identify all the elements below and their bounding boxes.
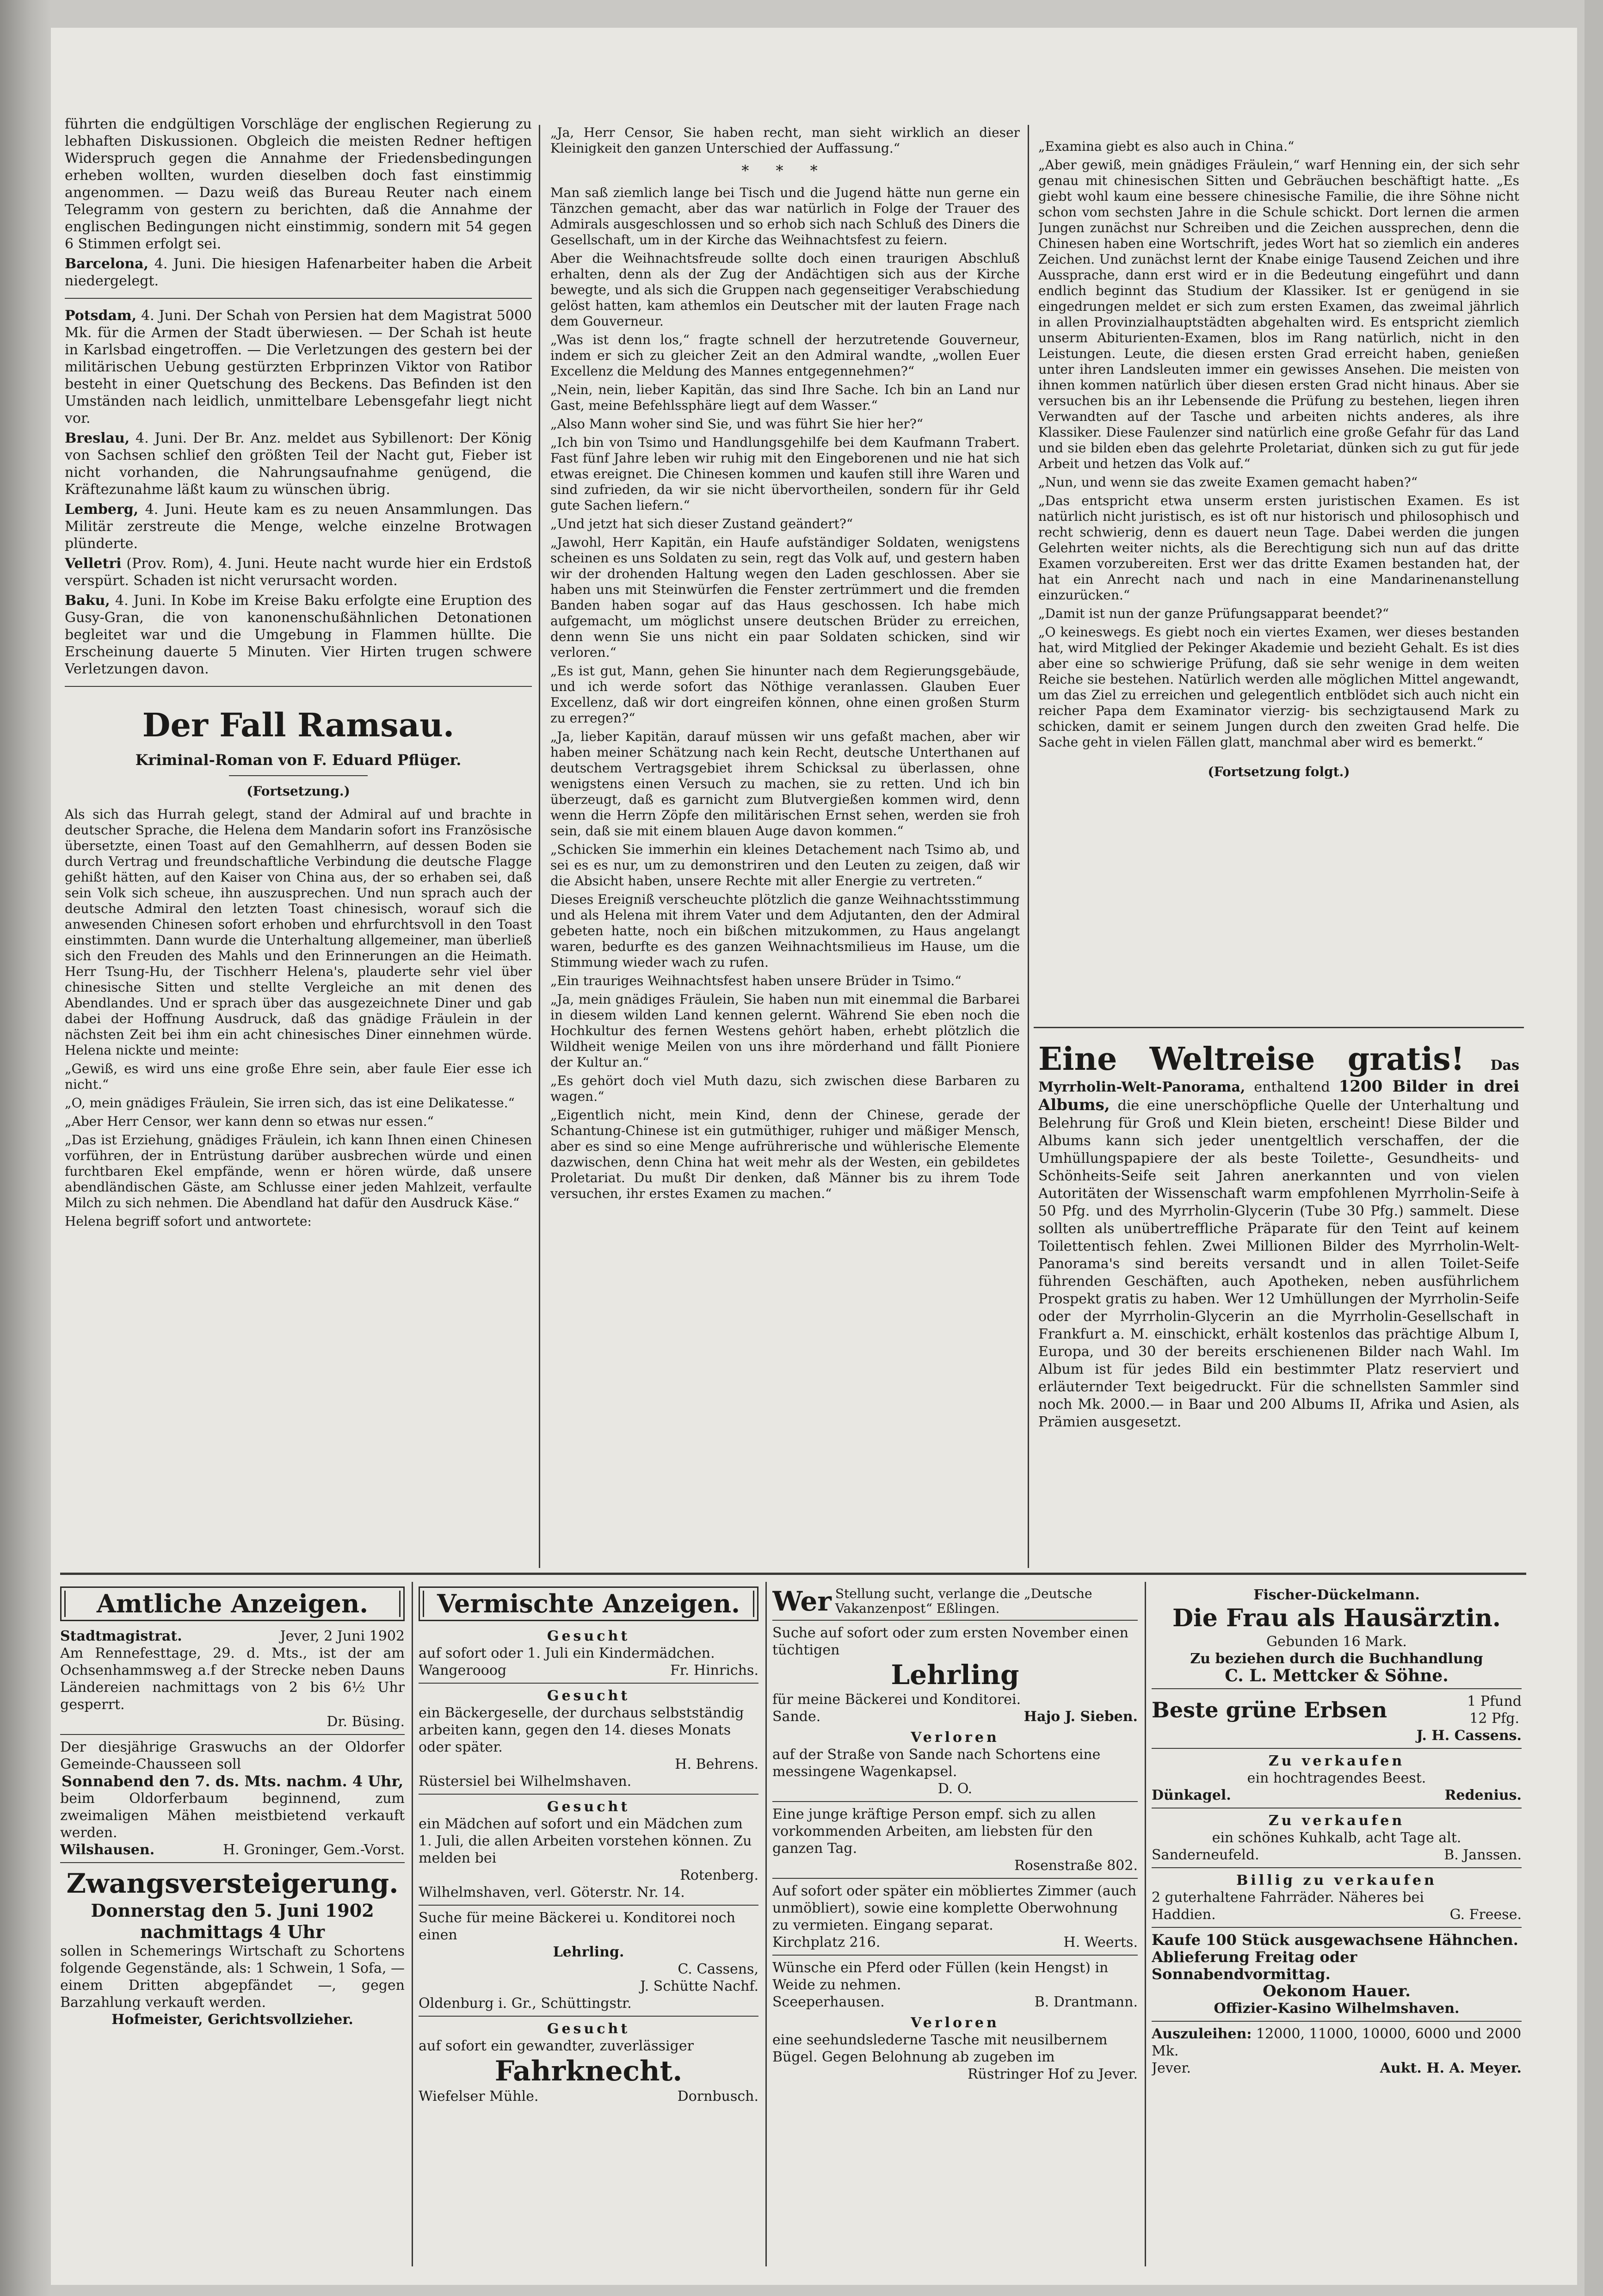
novel-paragraph: „Damit ist nun der ganze Prüfungsapparat beendet?“	[1038, 606, 1389, 621]
novel-paragraph: „Ein trauriges Weihnachtsfest haben unsere Brüder in Tsimo.“	[550, 973, 962, 988]
official-ads: Amtliche Anzeigen. Stadtmagistrat. Jever, 2 Juni 1902 Am Rennefesttage, 29. d. Mts., ist der am Ochsenhammsweg a.f der Strecke neben Dauns Ländereien nachmittags von 2 bis 6½ Uhr gesperrt. Dr. Büsing. Der diesjährige Graswuchs an der Oldorfer Gemeinde-Chausseen soll Sonnabend den 7. ds. Mts. nachm. 4 Uhr, beim Oldorferbaum beginnend, zum zweimaligen Mähen meistbietend verkauft werden. Wilshausen. H. Groninger, Gem.-Vorst. Zwangsversteigerung. Donnerstag den 5. Juni 1902 nachmittags 4 Uhr sollen in Schemerings Wirtschaft zu Schortens folgende Gegenstände, als: 1 Schwein, 1 Sofa, — einem Dritten abgepfändet —, gegen Barzahlung verkauft werden. Hofmeister, Gerichtsvollzieher.	[60, 1586, 405, 2271]
novel-paragraph: „Nein, nein, lieber Kapitän, das sind Ihre Sache. Ich bin an Land nur Gast, meine Befehlssphäre liegt auf dem Wasser.“	[550, 382, 1020, 413]
column-2	[550, 125, 1020, 1568]
novel-paragraph: Dieses Ereigniß verscheuchte plötzlich die ganze Weihnachtsstimmung und als Helena mit ihrem Vater und dem Adjutanten, den der Admiral gebeten hatte, noch ein bißchen mitzukommen, zu Haus angelangt waren, bedurfte es des ganzen Weihnachtsmilieus im Hause, um die Stimmung wieder wach zu rufen.	[550, 892, 1020, 970]
ads-rule-2	[765, 1582, 767, 2266]
ad-divider	[1034, 1027, 1524, 1028]
novel-paragraph: „Schicken Sie immerhin ein kleines Detachement nach Tsimo ab, und sei es es nur, um zu demonstriren und den Leuten zu zeigen, daß wir die Absicht haben, unsere Rechte mit aller Energie zu vertreten.“	[550, 842, 1020, 889]
novel-paragraph: „Und jetzt hat sich dieser Zustand geändert?“	[550, 516, 853, 531]
novel-paragraph: „Also Mann woher sind Sie, und was führt Sie hier her?“	[550, 416, 924, 432]
misc-ads-title: Vermischte Anzeigen.	[419, 1586, 758, 1621]
novel-paragraph: „O, mein gnädiges Fräulein, Sie irren sich, das ist eine Delikatesse.“	[65, 1095, 515, 1111]
ad-count: 1200 Bilder in drei Albums,	[1038, 1077, 1519, 1114]
novel-paragraph: Als sich das Hurrah gelegt, stand der Admiral auf und brachte in deutscher Sprache, die Helena dem Mandarin sofort ins Französische übersetzte, einen Toast auf den Gemahlherrn, auf dessen Boden sie durch Vertrag und freundschaftliche Verbindung die deutsche Flagge gehißt hätten, auf den Kaiser von China aus, der so erhaben sei, daß sein Volk sich scheue, ihn auszusprechen. Und nun sprach auch der deutsche Admiral den letzten Toast chinesisch, worauf sich die anwesenden Chinesen sofort erhoben und ehrfurchtsvoll in den Toast einstimmten. Dann wurde die Unterhaltung allgemeiner, man überließ sich den Freuden des Mahls und den Erinnerungen an die Heimath. Herr Tsung-Hu, der Tischherr Helena's, plauderte sehr viel über chinesische Sitten und stellte Vergleiche an mit denen des Abendlandes. Und er sprach über das ausgezeichnete Diner und gab dabei der Hoffnung Ausdruck, daß das gnädige Fräulein in der nächsten Zeit bei ihm ein acht chinesisches Diner einnehmen würde. Helena nickte und meinte:	[65, 807, 532, 1058]
continued-note: (Fortsetzung folgt.)	[1208, 764, 1350, 779]
novel-paragraph: „Ja, lieber Kapitän, darauf müssen wir uns gefaßt machen, aber wir haben meiner Schätzung nach kein Recht, deutsche Unterthanen auf deutschem Vertragsgebiet ihrem Schicksal zu überlassen, ohne wenigstens einen Versuch zu machen, sie zu retten. Und ich bin überzeugt, daß es garnicht zum Blutvergießen kommen wird, denn wenn die Herrn Zöpfe den militärischen Ernst sehen, werden sie froh sein, daß sie mit einem blauen Auge davon kommen.“	[550, 729, 1020, 839]
news-paragraph: Barcelona, 4. Juni. Die hiesigen Hafenarbeiter haben die Arbeit niedergelegt.	[65, 256, 532, 289]
news-paragraph: Baku, 4. Juni. In Kobe im Kreise Baku erfolgte eine Eruption des Gusy-Gran, die von kanonenschußähnlichen Detonationen begleitet war und die Umgebung in Flammen hüllte. Die Erscheinung dauerte 5 Minuten. Vier Hirten trugen schwere Verletzungen davon.	[65, 593, 532, 677]
newspaper-page	[51, 28, 1577, 2285]
novel-paragraph: Aber die Weihnachtsfreude sollte doch einen traurigen Abschluß erhalten, denn als der Zug der Andächtigen sich aus der Kirche bewegte, und als sich die Gruppen nach gegenseitiger Verabschiedung gelöst hatten, kam athemlos ein Deutscher mit der lauten Frage nach dem Gouverneur.	[550, 251, 1020, 329]
novel-paragraph: Helena begriff sofort und antwortete:	[65, 1214, 312, 1229]
ad-brand: Das Myrrholin-Welt-Panorama,	[1038, 1057, 1519, 1095]
news-paragraph: Lemberg, 4. Juni. Heute kam es zu neuen Ansammlungen. Das Militär zerstreute die Menge, welche einzelne Brotwagen plünderte.	[65, 501, 532, 552]
ad-headline: Eine Weltreise gratis!	[1038, 1041, 1465, 1078]
novel-paragraph: „Aber gewiß, mein gnädiges Fräulein,“ warf Henning ein, der sich sehr genau mit chinesischen Sitten und Gebräuchen beschäftigt hatte. „Es giebt wohl kaum eine bessere chinesische Familie, die ihre Söhne nicht schon vom sechsten Jahre in die Schule schickt. Dort lernen die armen Jungen zunächst nur Schreiben und die Zeichen aussprechen, denn die Chinesen haben eine Wortschrift, jedes Wort hat so ziemlich ein anderes Zeichen. Und zunächst lernt der Knabe einige Tausend Zeichen und ihre Aussprache, dann erst wird er in die Bedeutung eingeführt und dann endlich beginnt das Studium der Klassiker. Ist er genügend in sie eingedrungen meldet er sich zum ersten Examen, das zweimal jährlich in allen Provinzialhauptstädten abgehalten wird. Es entspricht ziemlich unserm Abiturienten-Examen, blos im Rang natürlich, nicht in den Leistungen. Leute, die diesen ersten Grad erreicht haben, genießen unter ihren Landsleuten immer ein gewisses Ansehen. Die meisten von ihnen kommen natürlich über diesen ersten Grad nicht hinaus. Aber sie versuchen bis an ihr Lebensende die Prüfung zu bestehen, liegen ihren Verwandten auf der Tasche und arbeiten nichts anderes, als ihre Klassiker. Diese Faulenzer sind natürlich eine große Gefahr für das Land und sie bilden eben das gelehrte Proletariat, dünken sich zu gut für jede Arbeit und hetzen das Volk auf.“	[1038, 157, 1519, 471]
scan-left-edge	[0, 0, 51, 2296]
novel-paragraph: „Es gehört doch viel Muth dazu, sich zwischen diese Barbaren zu wagen.“	[550, 1073, 1020, 1104]
column-3	[1038, 139, 1519, 1018]
novel-paragraph: Man saß ziemlich lange bei Tisch und die Jugend hätte nun gerne ein Tänzchen gemacht, aber das war natürlich in Folge der Trauer des Admirals ausgeschlossen und so erhob sich nach Schluß des Diners die Gesellschaft, um in der Kirche das Weihnachtsfest zu feiern.	[550, 185, 1020, 247]
novel-paragraph: „Ja, mein gnädiges Fräulein, Sie haben nun mit einemmal die Barbarei in diesem wilden Land kennen gelernt. Während Sie eben noch die Hochkultur des fernen Westens gehört haben, erhebt plötzlich die Wildheit wenige Meilen von uns ihre mörderhand und fällt Pioniere der Kultur an.“	[550, 992, 1020, 1070]
commerce-ads: Fischer-Dückelmann. Die Frau als Hausärztin. Gebunden 16 Mark. Zu beziehen durch die Buchhandlung C. L. Mettcker & Söhne. Beste grüne Erbsen 1 Pfund 12 Pfg. J. H. Cassens. Zu verkaufen ein hochtragendes Beest. Dünkagel. Redenius. Zu verkaufen ein schönes Kuhkalb, acht Tage alt. Sanderneufeld. B. Janssen. Billig zu verkaufen 2 guterhaltene Fahrräder. Näheres bei Haddien. G. Freese. Kaufe 100 Stück ausgewachsene Hähnchen. Ablieferung Freitag oder Sonnabendvormittag. Oekonom Hauer. Offizier-Kasino Wilhelmshaven. Auszuleihen: 12000, 11000, 10000, 6000 und 2000 Mk. Jever. Aukt. H. A. Meyer.	[1152, 1587, 1522, 2076]
misc-ads: Vermischte Anzeigen. Gesucht auf sofort oder 1. Juli ein Kindermädchen. Wangerooog Fr. Hinrichs. Gesucht ein Bäckergeselle, der durchaus selbstständig arbeiten kann, gegen den 14. dieses Monats oder später. H. Behrens. Rüstersiel bei Wilhelmshaven. Gesucht ein Mädchen auf sofort und ein Mädchen zum 1. Juli, die allen Arbeiten vorstehen können. Zu melden bei Rotenberg. Wilhelmshaven, verl. Göterstr. Nr. 14. Suche für meine Bäckerei u. Konditorei noch einen Lehrling. C. Cassens, J. Schütte Nachf. Oldenburg i. Gr., Schüttingstr. Gesucht auf sofort ein gewandter, zuverlässiger Fahrknecht. Wiefelser Mühle. Dornbusch.	[419, 1586, 758, 2271]
novel-paragraph: „Was ist denn los,“ fragte schnell der herzutretende Gouverneur, indem er sich zu gleicher Zeit an den Admiral wandte, „wollen Euer Excellenz die Meldung des Mannes entgegennehmen?“	[550, 332, 1020, 379]
novel-paragraph: „Gewiß, es wird uns eine große Ehre sein, aber faule Eier esse ich nicht.“	[65, 1061, 532, 1092]
novel-paragraph: „Das ist Erziehung, gnädiges Fräulein, ich kann Ihnen einen Chinesen vorführen, der in Entrüstung darüber ausbrechen würde und einen furchtbaren Ekel empfände, wenn er hören würde, daß unsere abendländischen Gäste, am Schlusse einer jeden Mahlzeit, verfaulte Milch zu sich nehmen. Die Abendland hat dafür den Ausdruck Käse.“	[65, 1132, 532, 1210]
divider	[65, 298, 532, 299]
auction-title: Zwangsversteigerung.	[66, 1868, 399, 1899]
novel-paragraph: „Nun, und wenn sie das zweite Examen gemacht haben?“	[1038, 475, 1418, 490]
continued-note: (Fortsetzung.)	[247, 784, 350, 799]
divider	[60, 1734, 405, 1735]
official-ads-title: Amtliche Anzeigen.	[60, 1586, 405, 1621]
column-rule-1	[539, 125, 540, 1568]
novel-paragraph: „O keineswegs. Es giebt noch ein viertes Examen, wer dieses bestanden hat, wird Mitglied der Pekinger Akademie und bezieht Gehalt. Es ist dies aber eine so schwierige Prüfung, daß sie sehr wenige in dem weiten Reiche sie bestehen. Natürlich werden alle möglichen Mittel angewandt, um das Ziel zu erreichen und gelegentlich entblödet sich auch nicht ein reicher Papa dem Examinator vierzig- bis sechzigtausend Mark zu schicken, damit er seinem Jungen durch den zweiten Grad helfe. Die Sache geht in vielen Fällen glatt, manchmal aber wird es bemerkt.“	[1038, 624, 1519, 750]
divider	[229, 775, 368, 776]
column-1	[65, 116, 532, 1573]
scan-right-edge	[1585, 0, 1603, 2296]
novel-paragraph: „Ich bin von Tsimo und Handlungsgehilfe bei dem Kaufmann Trabert. Fast fünf Jahre leben wir ruhig mit den Eingeborenen und nie hat sich etwas ereignet. Die Chinesen kommen und kaufen still ihre Waren und sind zufrieden, da wir sie nicht übervortheilen, sondern für ihr Geld gute Sachen liefern.“	[550, 435, 1020, 513]
divider	[60, 1862, 405, 1863]
novel-paragraph: „Ja, Herr Censor, Sie haben recht, man sieht wirklich an dieser Kleinigkeit den ganzen Unterschied der Auffassung.“	[550, 125, 1020, 156]
news-paragraph: Potsdam, 4. Juni. Der Schah von Persien hat dem Magistrat 5000 Mk. für die Armen der Stadt überwiesen. — Der Schah ist heute in Karlsbad eingetroffen. — Die Verletzungen des gestern bei der militärischen Uebung gestürzten Erbprinzen Viktor von Ratibor besteht in einer Quetschung des Beckens. Das Befinden ist den Umständen nach leidlich, unmittelbare Lebensgefahr liegt nicht vor.	[65, 308, 532, 426]
novel-paragraph: „Es ist gut, Mann, gehen Sie hinunter nach dem Regierungsgebäude, und ich werde sofort das Nöthige veranlassen. Glauben Euer Excellenz, daß wir dort eingreifen können, ohne einen großen Sturm zu erregen?“	[550, 663, 1020, 726]
novel-paragraph: „Eigentlich nicht, mein Kind, denn der Chinese, gerade der Schantung-Chinese ist ein gutmüthiger, ruhiger und mäßiger Mensch, aber es sind so eine Menge aufrührerische und wühlerische Elemente dazwischen, denn China hat weit mehr als der Westen, ein gebildetes Proletariat. Du mußt Dir denken, daß Männer bis zu ihrem Tode versuchen, ihr erstes Examen zu machen.“	[550, 1107, 1020, 1201]
news-paragraph: Velletri (Prov. Rom), 4. Juni. Heute nacht wurde hier ein Erdstoß verspürt. Schaden ist nicht verursacht worden.	[65, 555, 532, 589]
news-paragraph: führten die endgültigen Vorschläge der englischen Regierung zu lebhaften Diskussionen. Obgleich die meisten Redner heftigen Widerspruch gegen die Annahme der Friedensbedingungen erheben wollten, wurden dieselben doch fast einstimmig angenommen. — Dazu weiß das Bureau Reuter nach einem Telegramm von gestern zu berichten, daß die Annahme der englischen Bedingungen nicht einstimmig, sondern mit 54 gegen 6 Stimmen erfolgt sei.	[65, 116, 532, 252]
novel-paragraph: „Aber Herr Censor, wer kann denn so etwas nur essen.“	[65, 1114, 434, 1129]
ad-body: die eine unerschöpfliche Quelle der Unterhaltung und Belehrung für Groß und Klein bieten, erscheint! Diese Bilder und Albums kann sich jeder unentgeltlich verschaffen, der die Umhüllungspapiere der als beste Toilette-, Gesundheits- und Schönheits-Seife seit Jahren anerkannten und von vielen Autoritäten der Wissenschaft warm empfohlenen Myrrholin-Seife à 50 Pfg. und des Myrrholin-Glycerin (Tube 30 Pfg.) sammelt. Diese sollten als unübertreffliche Präparate für den Teint auf keinem Toilettentisch fehlen. Zwei Millionen Bilder des Myrrholin-Welt-Panorama's sind bereits versandt und in allen Toilet-Seife führenden Geschäften, auch Apotheken, neben ausführlichem Prospekt gratis zu haben. Wer 12 Umhüllungen der Myrrholin-Seife oder der Myrrholin-Glycerin an die Myrrholin-Gesellschaft in Frankfurt a. M. einschickt, erhält kostenlos das prächtige Album I, Europa, und 30 der bereits erschienenen Bilder nach Wahl. Im Album ist für jedes Bild ein bestimmter Platz reserviert und erläuternder Text beigedruckt. Für die schnellsten Sammler sind noch Mk. 2000.— in Baar und 200 Albums II, Afrika und Asien, als Prämien ausgesetzt.	[1038, 1098, 1519, 1430]
classified-ads: Wer Stellung sucht, verlange die „Deutsche Vakanzenpost“ Eßlingen. Suche auf sofort oder zum ersten November einen tüchtigen Lehrling für meine Bäckerei und Konditorei. Sande. Hajo J. Sieben. Verloren auf der Straße von Sande nach Schortens eine messingene Wagenkapsel. D. O. Eine junge kräftige Person empf. sich zu allen vorkommenden Arbeiten, am liebsten für den ganzen Tag. Rosenstraße 802. Auf sofort oder später ein möbliertes Zimmer (auch unmöbliert), sowie eine komplette Oberwohnung zu vermieten. Eingang separat. Kirchplatz 216. H. Weerts. Wünsche ein Pferd oder Füllen (kein Hengst) in Weide zu nehmen. Sceeperhausen. B. Drantmann. Verloren eine seehundslederne Tasche mit neusilbernem Bügel. Gegen Belohnung ab zugeben im Rüstringer Hof zu Jever.	[772, 1586, 1138, 2082]
column-rule-2	[1028, 125, 1029, 1568]
novel-paragraph: „Examina giebt es also auch in China.“	[1038, 139, 1295, 154]
ads-rule-1	[412, 1582, 413, 2266]
ads-rule-3	[1145, 1582, 1146, 2266]
section-stars: * * *	[741, 162, 829, 179]
news-paragraph: Breslau, 4. Juni. Der Br. Anz. meldet aus Sybillenort: Der König von Sachsen schlief den größten Teil der Nacht gut, Fieber ist nicht vorhanden, die Nahrungsaufnahme genügend, die Kräftezunahme läßt kaum zu wünschen übrig.	[65, 430, 532, 498]
divider	[65, 686, 532, 687]
novel-paragraph: „Jawohl, Herr Kapitän, ein Haufe aufständiger Soldaten, wenigstens scheinen es uns Soldaten zu sein, regt das Volk auf, und gestern haben wir der drohenden Haltung wegen den Laden geschlossen. Aber sie haben uns mit Steinwürfen die Fenster zertrümmert und die fremden Banden haben sogar auf das Haus geschossen. Ich habe mich aufgemacht, um möglichst unsere deutschen Brüder zu erreichen, denn wenn Sie uns nicht ein paar Soldaten schicken, sind wir verloren.“	[550, 535, 1020, 660]
novel-title: Der Fall Ramsau.	[142, 706, 455, 744]
weltreise-ad: Eine Weltreise gratis! Das Myrrholin-Welt-Panorama, enthaltend 1200 Bilder in drei Albums, die eine unerschöpfliche Quelle der Unterhaltung und Belehrung für Groß und Klein bieten, erscheint! Diese Bilder und Albums kann sich jeder unentgeltlich verschaffen, der die Umhüllungspapiere der als beste Toilette-, Gesundheits- und Schönheits-Seife seit Jahren anerkannten und von vielen Autoritäten der Wissenschaft warm empfohlenen Myrrholin-Seife à 50 Pfg. und des Myrrholin-Glycerin (Tube 30 Pfg.) sammelt. Diese sollten als unübertreffliche Präparate für den Teint auf keinem Toilettentisch fehlen. Zwei Millionen Bilder des Myrrholin-Welt-Panorama's sind bereits versandt und in allen Toilet-Seife führenden Geschäften, auch Apotheken, neben ausführlichem Prospekt gratis zu haben. Wer 12 Umhüllungen der Myrrholin-Seife oder der Myrrholin-Glycerin an die Myrrholin-Gesellschaft in Frankfurt a. M. einschickt, erhält kostenlos das prächtige Album I, Europa, und 30 der bereits erschienenen Bilder nach Wahl. Im Album ist für jedes Bild ein bestimmter Platz reserviert und erläuternder Text beigedruckt. Für die schnellsten Sammler sind noch Mk. 2000.— in Baar und 200 Albums II, Afrika und Asien, als Prämien ausgesetzt.	[1038, 1041, 1519, 1430]
ads-top-rule	[60, 1573, 1526, 1575]
novel-subtitle: Kriminal-Roman von F. Eduard Pflüger.	[135, 751, 462, 769]
novel-paragraph: „Das entspricht etwa unserm ersten juristischen Examen. Es ist natürlich nicht juristisch, es ist oft nur historisch und philosophisch und recht schwierig, denn es dauert neun Tage. Dabei werden die jungen Gelehrten weiter nichts, als die Berechtigung sich nun auf das dritte Examen vorzubereiten. Erst wer das dritte Examen bestanden hat, der hat ein Anrecht nach und nach in eine Mandarinenanstellung einzurücken.“	[1038, 493, 1519, 603]
